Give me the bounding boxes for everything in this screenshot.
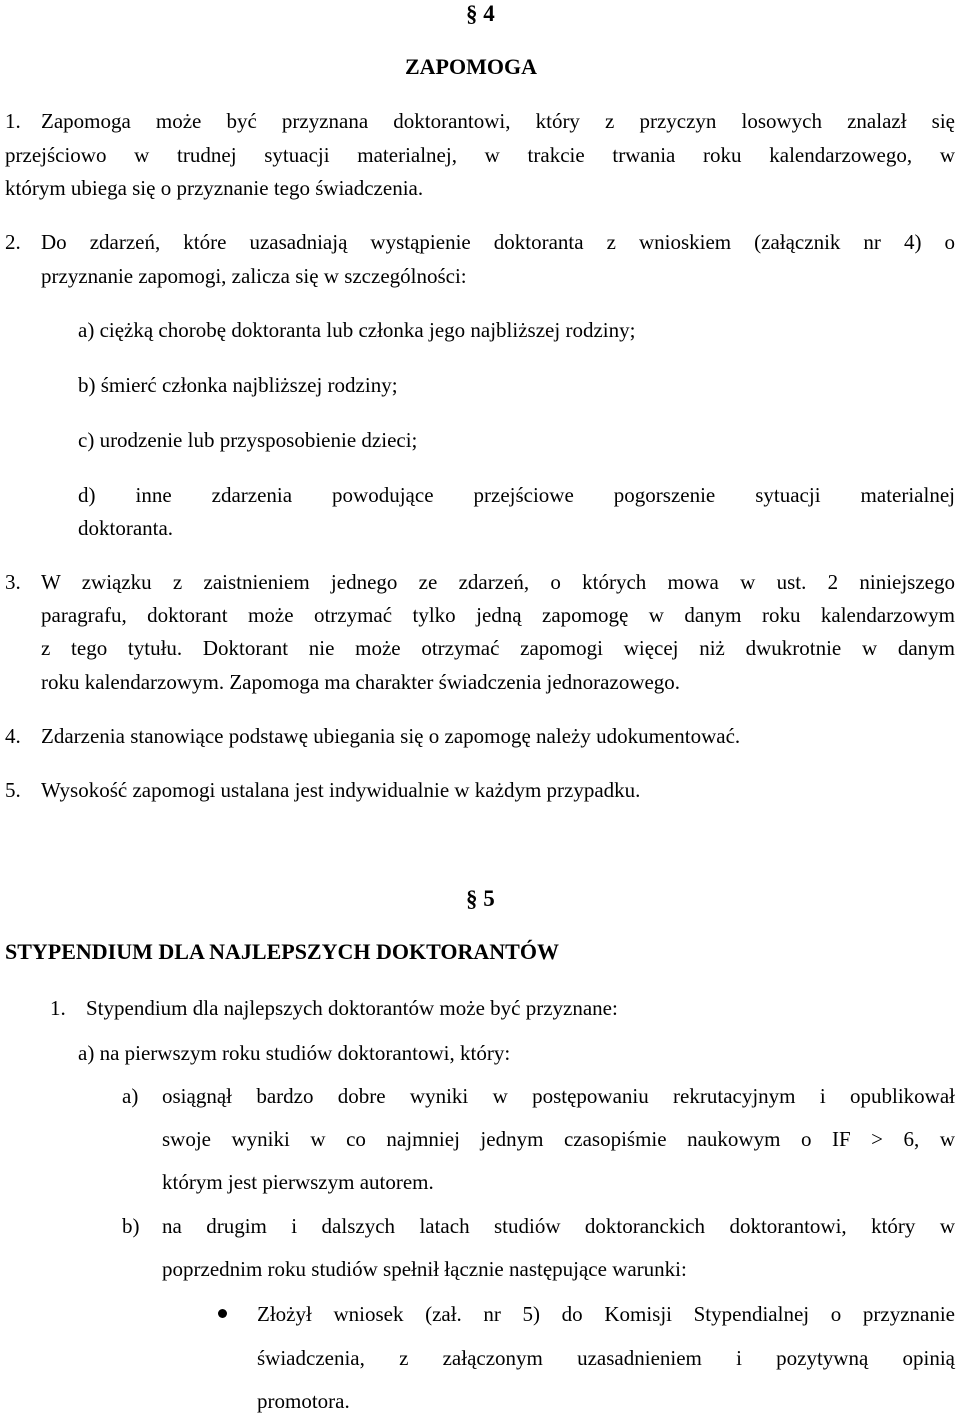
list-item-line: osiągnął bardzo dobre wyniki w postępowaniu rekrutacyjnym i opublikował [162,1084,955,1108]
paragraph-line: paragrafu, doktorant może otrzymać tylko jedną zapomogę w danym roku kalendarzowym [41,603,955,627]
paragraph-line: którym ubiega się o przyznanie tego świadczenia. [5,176,424,200]
paragraph-line: Zapomoga może być przyznana doktorantowi, który z przyczyn losowych znalazł się [41,109,955,133]
paragraph-line: przyznanie zapomogi, zalicza się w szczególności: [41,264,467,288]
list-item: a) ciężką chorobę doktoranta lub członka jego najbliższej rodziny; [78,318,636,342]
section-5-title: STYPENDIUM DLA NAJLEPSZYCH DOKTORANTÓW [5,939,559,964]
point-number: 1. [5,109,21,133]
list-item-continuation: doktoranta. [78,516,174,540]
list-item-label: a) [122,1084,139,1108]
list-item-line: swoje wyniki w co najmniej jednym czasopiśmie naukowym o IF > 6, w [162,1127,955,1151]
paragraph-line: roku kalendarzowym. Zapomoga ma charakter świadczenia jednorazowego. [41,670,681,694]
point-number: 1. [50,996,66,1020]
section-5-symbol: § 5 [466,886,495,911]
list-item-line: na drugim i dalszych latach studiów doktoranckich doktorantowi, który w [162,1214,955,1238]
list-item: d) inne zdarzenia powodujące przejściowe pogorszenie sytuacji materialnej [78,483,955,507]
section-4-title: ZAPOMOGA [405,54,537,79]
list-item: c) urodzenie lub przysposobienie dzieci; [78,428,418,452]
paragraph-line: Wysokość zapomogi ustalana jest indywidualnie w każdym przypadku. [41,778,641,802]
point-number: 5. [5,778,21,802]
paragraph-line: Stypendium dla najlepszych doktorantów może być przyznane: [86,996,618,1020]
list-item-label: b) [122,1214,140,1238]
bullet-icon [218,1309,227,1318]
list-item-line: Złożył wniosek (zał. nr 5) do Komisji Stypendialnej o przyznanie [257,1302,955,1326]
list-item-line: poprzednim roku studiów spełnił łącznie następujące warunki: [162,1257,687,1281]
paragraph-line: przejściowo w trudnej sytuacji materialnej, w trakcie trwania roku kalendarzowego, w [5,143,955,167]
paragraph-line: z tego tytułu. Doktorant nie może otrzymać zapomogi więcej niż dwukrotnie w danym [41,636,955,660]
paragraph-line: Do zdarzeń, które uzasadniają wystąpienie doktoranta z wnioskiem (załącznik nr 4) o [41,230,955,254]
list-item-line: promotora. [257,1389,350,1413]
list-item: a) na pierwszym roku studiów doktorantowi, który: [78,1041,511,1065]
paragraph-line: W związku z zaistnieniem jednego ze zdarzeń, o których mowa w ust. 2 niniejszego [41,570,955,594]
paragraph-line: Zdarzenia stanowiące podstawę ubiegania się o zapomogę należy udokumentować. [41,724,741,748]
section-4-symbol: § 4 [466,1,495,26]
list-item-line: świadczenia, z załączonym uzasadnieniem i pozytywną opinią [257,1346,955,1370]
point-number: 4. [5,724,21,748]
point-number: 3. [5,570,21,594]
list-item-line: którym jest pierwszym autorem. [162,1170,434,1194]
point-number: 2. [5,230,21,254]
list-item: b) śmierć członka najbliższej rodziny; [78,373,398,397]
